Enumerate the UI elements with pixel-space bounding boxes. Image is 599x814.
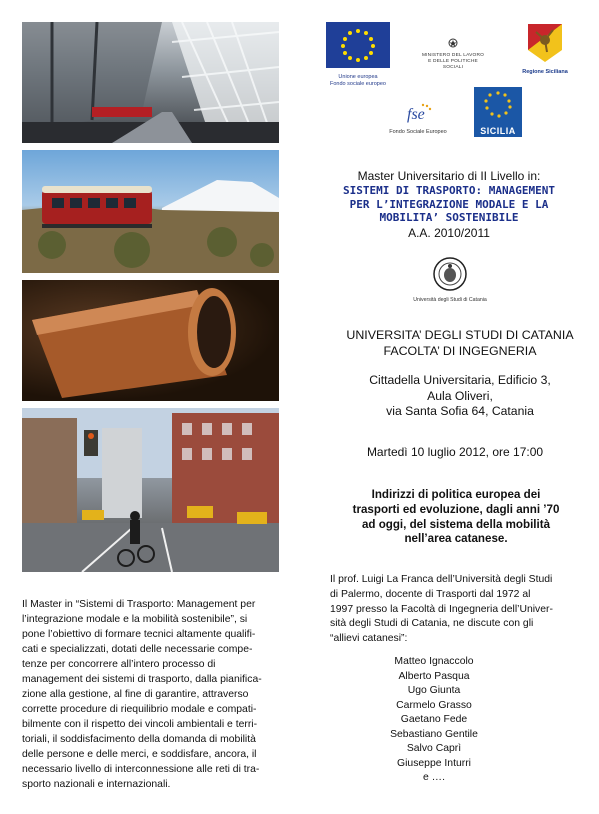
master-title-line3: MOBILITA’ SOSTENIBILE xyxy=(379,211,519,224)
master-title xyxy=(305,184,593,225)
event-date-time: Martedì 10 luglio 2012, ore 17:00 xyxy=(366,445,544,459)
topic-line2: trasporti ed evoluzione, dagli anni ’70 xyxy=(352,502,560,516)
ministry-caption-line1: MINISTERO DEL LAVORO xyxy=(421,53,485,58)
sicilia-stars-icon xyxy=(474,87,522,121)
eu-caption-line2: Fondo sociale europeo xyxy=(330,81,386,87)
participant-name: Giuseppe Inturri xyxy=(397,757,471,769)
city-street-cyclist-photo xyxy=(22,408,279,572)
speaker-line3: 1997 presso la Facoltà di Ingegneria dell’Univer- xyxy=(330,603,553,615)
participants-list xyxy=(370,655,498,786)
master-title-line1: SISTEMI DI TRASPORTO: MANAGEMENT xyxy=(343,184,555,197)
ministry-caption-line2: E DELLE POLITICHE SOCIALI xyxy=(428,59,478,70)
description-line: pone l’obiettivo di formare tecnici altamente qualifi- xyxy=(22,629,256,640)
description-line: bilmente con il rispetto dei vincoli ambientali e terri- xyxy=(22,719,258,730)
description-line: corrette procedure di riequilibrio modale e compati- xyxy=(22,704,257,715)
description-line: l’integrazione modale e la mobilità sostenibile”, si xyxy=(22,614,248,625)
italian-emblem-icon xyxy=(418,38,488,48)
talk-topic xyxy=(325,488,587,547)
faculty-name: FACOLTA’ DI INGEGNERIA xyxy=(383,344,537,358)
topic-line1: Indirizzi di politica europea dei xyxy=(371,488,541,501)
description-line: zione alla gestione, al fine di garantire, attraverso xyxy=(22,689,249,700)
description-line: toriali, il soddisfacimento della domanda di mobilità xyxy=(22,734,256,745)
svg-text:fse: fse xyxy=(407,106,425,123)
sicilia-fund-logo xyxy=(474,87,522,137)
university-seal-caption: Università degli Studi di Catania xyxy=(413,297,487,303)
eu-caption-line1: Unione europea xyxy=(338,74,378,80)
ministry-logo xyxy=(418,35,488,71)
topic-line3: ad oggi, del sistema della mobilità xyxy=(361,517,551,531)
fse-icon xyxy=(383,102,453,124)
eu-flag-icon xyxy=(326,22,390,68)
trinacria-shield-icon xyxy=(520,22,570,64)
participant-name: Carmelo Grasso xyxy=(396,699,472,711)
sicilia-fund-caption: SICILIA xyxy=(480,126,516,136)
master-title-line2: PER L’INTEGRAZIONE MODALE E LA xyxy=(349,197,549,211)
description-line: delle persone e delle merci, e soddisfare, ancora, il xyxy=(22,749,257,760)
description-line: management dei sistemi di trasporto, dalla pianifica- xyxy=(22,674,262,685)
master-description xyxy=(22,597,280,792)
participant-name: Gaetano Fede xyxy=(400,714,468,725)
speaker-paragraph xyxy=(330,573,592,647)
description-line: Il Master in “Sistemi di Trasporto: Management per xyxy=(22,599,256,610)
participant-name: Ugo Giunta xyxy=(407,685,461,696)
description-line: necessario livello di interconnessione alle reti di tra- xyxy=(22,764,260,775)
university-name: UNIVERSITA’ DEGLI STUDI DI CATANIA xyxy=(346,328,574,342)
eu-logo xyxy=(326,22,390,88)
description-line: tenze per concorrere all’intero processo di xyxy=(22,659,216,670)
station-interior-photo xyxy=(22,22,279,143)
participant-name: e …. xyxy=(423,772,445,783)
fse-caption: Fondo Sociale Europeo xyxy=(389,129,447,135)
participant-name: Sebastiano Gentile xyxy=(390,728,478,740)
fse-logo xyxy=(383,102,453,135)
venue-line1: Cittadella Universitaria, Edificio 3, xyxy=(369,373,551,387)
participant-name: Alberto Pasqua xyxy=(398,670,470,682)
description-line: sporto nazionali e internazionali. xyxy=(22,779,171,790)
rusty-pipe-photo xyxy=(22,280,279,401)
speaker-line4: sità degli Studi di Catania, ne discute con gli xyxy=(330,618,534,630)
participant-name: Salvo Caprì xyxy=(406,743,462,754)
master-intro: Master Universitario di II Livello in: xyxy=(357,169,541,183)
speaker-line2: di Palermo, docente di Trasporti dal 1972 al xyxy=(330,588,531,600)
venue-line2: Aula Oliveri, xyxy=(427,388,493,403)
topic-line4: nell’area catanese. xyxy=(404,532,508,546)
etna-train-photo xyxy=(22,150,279,273)
venue-line3: via Santa Sofia 64, Catania xyxy=(386,404,534,418)
sicilian-region-logo xyxy=(520,22,570,76)
venue-block xyxy=(330,373,590,420)
description-line: cati e specializzati, dotati delle necessarie compe- xyxy=(22,644,253,655)
academic-year: A.A. 2010/2011 xyxy=(408,226,490,240)
university-seal-icon xyxy=(397,257,503,291)
university-seal-logo xyxy=(397,257,503,303)
university-block xyxy=(325,327,595,359)
speaker-line5: “allievi catanesi”: xyxy=(330,633,408,645)
sicilian-region-caption: Regione Siciliana xyxy=(522,69,568,75)
participant-name: Matteo Ignaccolo xyxy=(394,656,474,667)
speaker-line1: Il prof. Luigi La Franca dell’Università degli Studi xyxy=(330,574,553,585)
